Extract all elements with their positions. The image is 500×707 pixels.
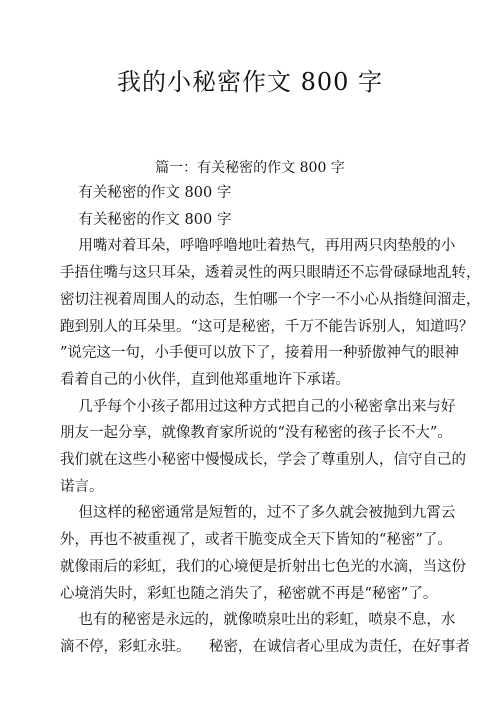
text-line: 跑到别人的耳朵里。“这可是秘密，千万不能告诉别人，知道吗？ xyxy=(60,318,474,335)
text-line: 就像雨后的彩虹，我们的心境便是折射出七色光的水滴，当这份 xyxy=(60,558,466,575)
text-line: ”说完这一句，小手便可以放下了，接着用一种骄傲神气的眼神 xyxy=(60,345,459,362)
text-line: 诺言。 xyxy=(60,478,104,495)
text-line: 看着自己的小伙伴，直到他郑重地许下承诺。 xyxy=(60,371,350,388)
text-line: 手捂住嘴与这只耳朵，透着灵性的两只眼睛还不忘骨碌碌地乱转， xyxy=(60,265,481,282)
text-line: 外，再也不被重视了，或者干脆变成全天下皆知的“秘密”了。 xyxy=(60,532,452,549)
text-line: 用嘴对着耳朵，呼噜呼噜地吐着热气，再用两只肉垫般的小 xyxy=(60,238,456,255)
text-line: 密切注视着周围人的动态，生怕哪一个字一不小心从指缝间溜走， xyxy=(60,291,481,308)
text-line: 滴不停，彩虹永驻。 秘密，在诚信者心里成为责任，在好事者 xyxy=(60,638,470,655)
text-line: 但这样的秘密通常是短暂的，过不了多久就会被抛到九霄云 xyxy=(60,505,456,522)
text-line: 朋友一起分享，就像教育家所说的“没有秘密的孩子长不大”。 xyxy=(60,425,452,442)
text-line: 有关秘密的作文 800 字 xyxy=(60,211,232,228)
text-line: 几乎每个小孩子都用过这种方式把自己的小秘密拿出来与好 xyxy=(60,398,456,415)
text-line: 心境消失时，彩虹也随之消失了，秘密就不再是“秘密”了。 xyxy=(60,585,438,602)
document-title: 我的小秘密作文 800 字 xyxy=(116,68,384,96)
text-line: 有关秘密的作文 800 字 xyxy=(60,185,232,201)
section-heading: 篇一：有关秘密的作文 800 字 xyxy=(155,160,345,176)
text-line: 我们就在这些小秘密中慢慢成长，学会了尊重别人，信守自己的 xyxy=(60,452,466,468)
text-line: 也有的秘密是永远的，就像喷泉吐出的彩虹，喷泉不息，水 xyxy=(60,612,456,629)
